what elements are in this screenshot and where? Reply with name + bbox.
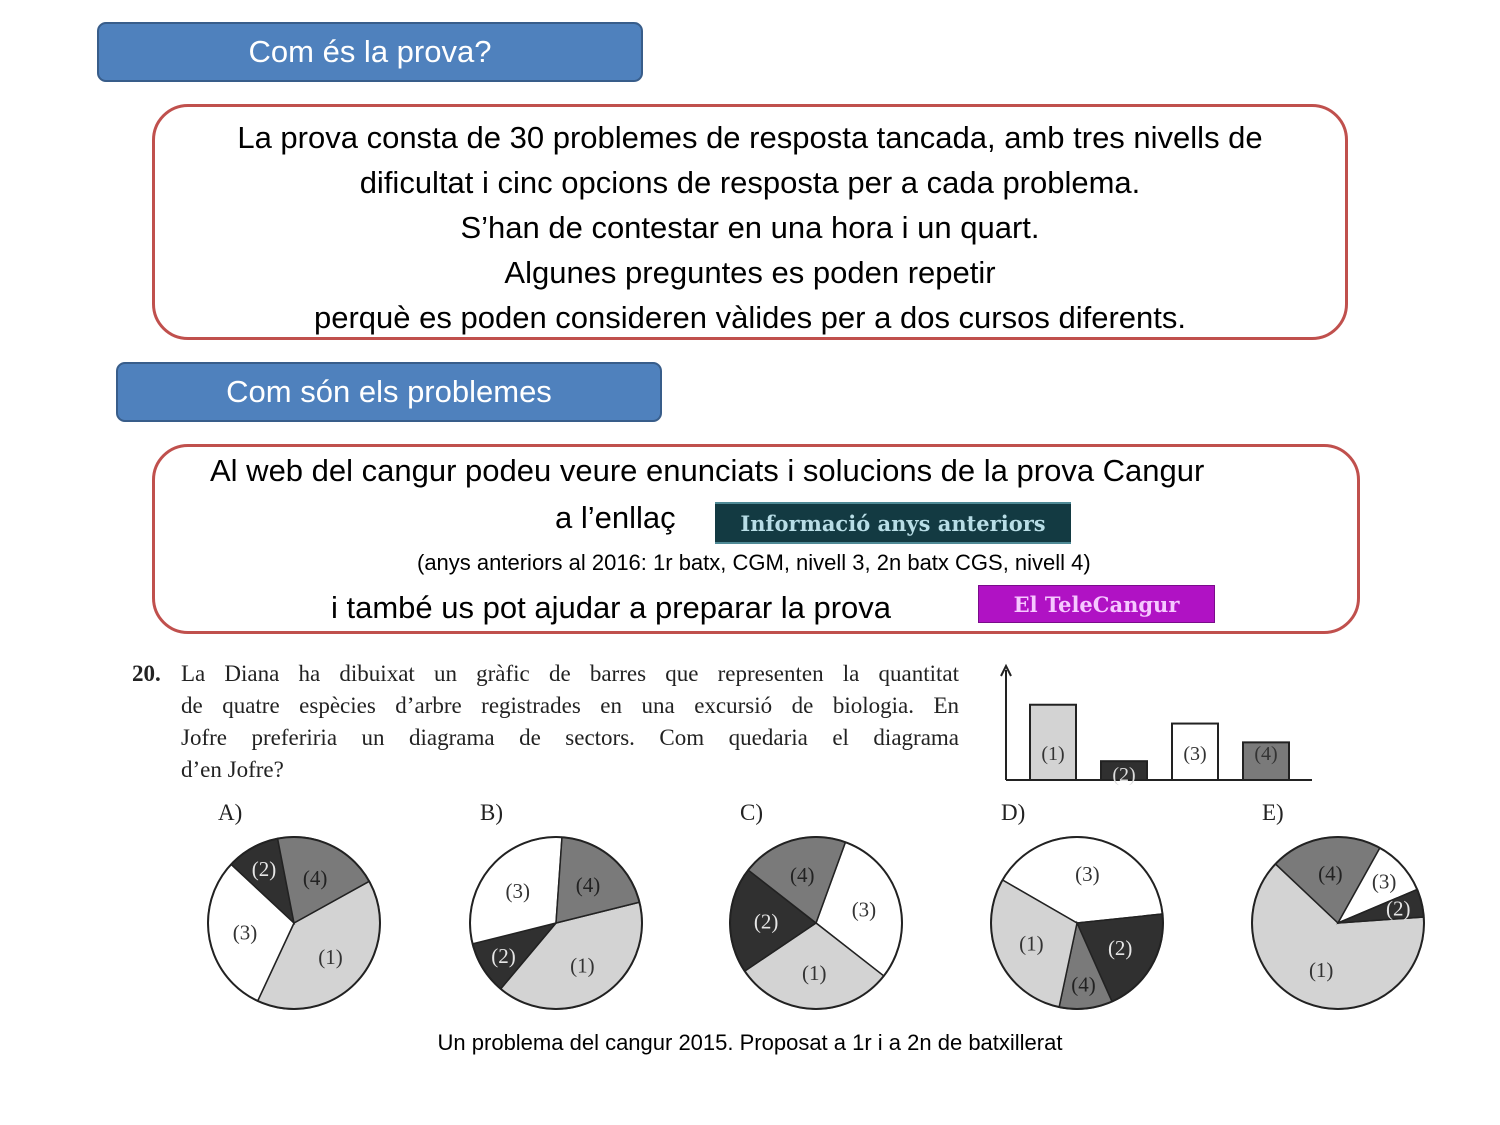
pie-slice-label: (3) [232, 920, 258, 945]
option-label[interactable]: C) [740, 800, 763, 825]
section-header-test: Com és la prova? [97, 22, 643, 82]
description-line: Algunes preguntes es poden repetir [504, 255, 996, 290]
pie-slice-label: (4) [1071, 972, 1096, 997]
option-pie-chart[interactable] [1250, 835, 1426, 1011]
problem-text-line: d’en Jofre? [181, 757, 284, 782]
bar-label: (1) [1041, 743, 1065, 765]
option-pie-chart[interactable] [728, 835, 904, 1011]
pie-slice-label: (1) [1308, 957, 1334, 982]
bar-label: (4) [1254, 743, 1278, 765]
bar-label: (2) [1112, 764, 1136, 786]
previous-years-note: (anys anteriors al 2016: 1r batx, CGM, nivell 3, 2n batx CGS, nivell 4) [417, 550, 1091, 575]
option-pie-chart[interactable] [989, 835, 1165, 1011]
pie-slice-label: (4) [790, 863, 815, 888]
pie-slice-label: (1) [1019, 931, 1044, 956]
telecangur-intro-text: i també us pot ajudar a preparar la prova [331, 590, 892, 625]
problem-text-line: Jofre preferiria un diagrama de sectors. Com quedaria el diagrama [181, 725, 959, 750]
pie-slice-label: (2) [251, 856, 277, 881]
test-description-box [152, 104, 1348, 340]
description-line: dificultat i cinc opcions de resposta per a cada problema. [359, 165, 1141, 200]
description-line: perquè es poden consideren vàlides per a dos cursos diferents. [314, 300, 1186, 335]
option-label[interactable]: D) [1001, 800, 1026, 825]
problem-number: 20. [132, 661, 161, 686]
bar-chart [990, 658, 1320, 788]
caption: Un problema del cangur 2015. Proposat a 1r i a 2n de batxillerat [437, 1030, 1063, 1055]
option-pie-chart[interactable] [468, 835, 644, 1011]
option-label[interactable]: E) [1262, 800, 1284, 825]
option-pie-chart[interactable] [206, 835, 382, 1011]
pie-slice-label: (1) [802, 960, 827, 985]
description-line: La prova consta de 30 problemes de resposta tancada, amb tres nivells de [237, 120, 1263, 155]
pie-slice-label: (3) [1075, 862, 1100, 887]
pie-slice-label: (2) [1107, 935, 1133, 960]
option-label[interactable]: B) [480, 800, 503, 825]
pie-slice-label: (4) [302, 865, 328, 890]
previous-years-link[interactable]: Informació anys anteriors [715, 502, 1071, 544]
pie-slice-label: (3) [1371, 869, 1397, 894]
pie-slice-label: (3) [505, 878, 531, 903]
pie-slice-label: (4) [1318, 861, 1343, 886]
web-info-line: Al web del cangur podeu veure enunciats i solucions de la prova Cangur [210, 453, 1205, 488]
pie-slice-label: (4) [575, 872, 601, 897]
link-intro-text: a l’enllaç [555, 500, 676, 535]
pie-slice-label: (2) [491, 943, 516, 968]
pie-slice-label: (1) [318, 945, 343, 970]
description-line: S’han de contestar en una hora i un quart. [460, 210, 1040, 245]
pie-slice-label: (1) [570, 953, 595, 978]
problem-text-line: La Diana ha dibuixat un gràfic de barres que representen la quantitat [181, 661, 959, 686]
problem-text-line: de quatre espècies d’arbre registrades en una excursió de biologia. En [181, 693, 959, 718]
pie-slice-label: (2) [753, 909, 779, 934]
telecangur-link[interactable]: El TeleCangur [978, 585, 1215, 623]
pie-slice-label: (2) [1385, 896, 1411, 921]
option-label[interactable]: A) [218, 800, 243, 825]
pie-slice-label: (3) [851, 897, 877, 922]
section-header-problems: Com són els problemes [116, 362, 662, 422]
bar-label: (3) [1183, 743, 1207, 765]
